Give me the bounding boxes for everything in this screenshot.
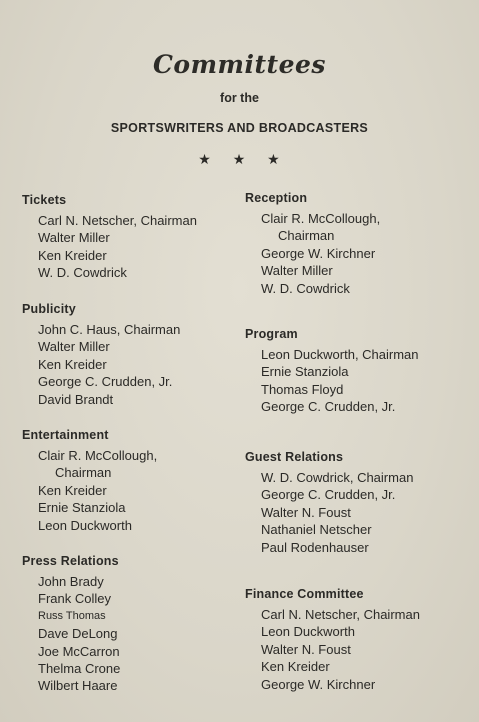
committee-heading: Finance Committee	[245, 587, 364, 601]
member: Leon Duckworth	[38, 517, 132, 533]
committee-press-relations	[22, 554, 120, 695]
member: W. D. Cowdrick	[261, 280, 350, 296]
member: George W. Kirchner	[261, 245, 376, 261]
member: John Brady	[38, 574, 104, 589]
committee-heading: Program	[245, 327, 298, 341]
member: Paul Rodenhauser	[261, 539, 369, 555]
committee-entertainment	[22, 428, 157, 534]
member: Thomas Floyd	[261, 381, 344, 397]
member: Ken Kreider	[38, 356, 107, 372]
member: Nathaniel Netscher	[261, 522, 372, 538]
committee-heading: Press Relations	[22, 554, 119, 568]
member: Ken Kreider	[261, 659, 330, 675]
committee-heading: Tickets	[22, 193, 67, 207]
member: David Brandt	[38, 391, 114, 407]
committee-tickets	[22, 193, 197, 282]
committee-publicity	[22, 302, 180, 408]
member: Leon Duckworth, Chairman	[261, 347, 419, 362]
member: Carl N. Netscher, Chairman	[261, 607, 420, 622]
member: Walter Miller	[38, 339, 110, 355]
member: George C. Crudden, Jr.	[38, 374, 173, 390]
member: Leon Duckworth	[261, 624, 355, 640]
member: Joe McCarron	[38, 643, 120, 659]
member: W. D. Cowdrick, Chairman	[261, 470, 414, 485]
member-role: Chairman	[278, 228, 335, 244]
organization-name: SPORTSWRITERS AND BROADCASTERS	[110, 121, 369, 135]
page-subtitle: for the	[220, 91, 259, 105]
member: Dave DeLong	[38, 626, 118, 642]
star-ornament: ★ ★ ★	[198, 151, 289, 167]
member: Walter N. Foust	[261, 504, 351, 520]
committee-program	[245, 327, 419, 416]
member: Frank Colley	[38, 591, 111, 607]
committee-heading: Reception	[245, 191, 308, 205]
member-role: Chairman	[55, 465, 112, 481]
member: Ken Kreider	[38, 247, 107, 263]
member: Ken Kreider	[38, 482, 107, 498]
committee-guest-relations	[245, 450, 413, 556]
committee-heading: Guest Relations	[245, 450, 344, 464]
committee-heading: Publicity	[22, 302, 76, 316]
member: W. D. Cowdrick	[38, 265, 127, 281]
member: Clair R. McCollough,	[261, 211, 381, 226]
committee-finance	[245, 587, 420, 693]
member: Russ Thomas	[38, 609, 106, 622]
member: Walter Miller	[261, 263, 333, 279]
member: Wilbert Haare	[38, 678, 118, 694]
committee-reception	[245, 191, 380, 297]
committee-heading: Entertainment	[22, 428, 109, 442]
page-title: Committees	[153, 50, 326, 79]
member: Thelma Crone	[38, 661, 121, 677]
member: Walter N. Foust	[261, 641, 351, 657]
member: Ernie Stanziola	[261, 364, 349, 380]
member: Ernie Stanziola	[38, 500, 126, 516]
member: Clair R. McCollough,	[38, 448, 158, 463]
member: George C. Crudden, Jr.	[261, 399, 396, 415]
member: George C. Crudden, Jr.	[261, 487, 396, 503]
member: John C. Haus, Chairman	[38, 322, 181, 337]
member: Carl N. Netscher, Chairman	[38, 213, 197, 228]
member: George W. Kirchner	[261, 676, 376, 692]
member: Walter Miller	[38, 230, 110, 246]
